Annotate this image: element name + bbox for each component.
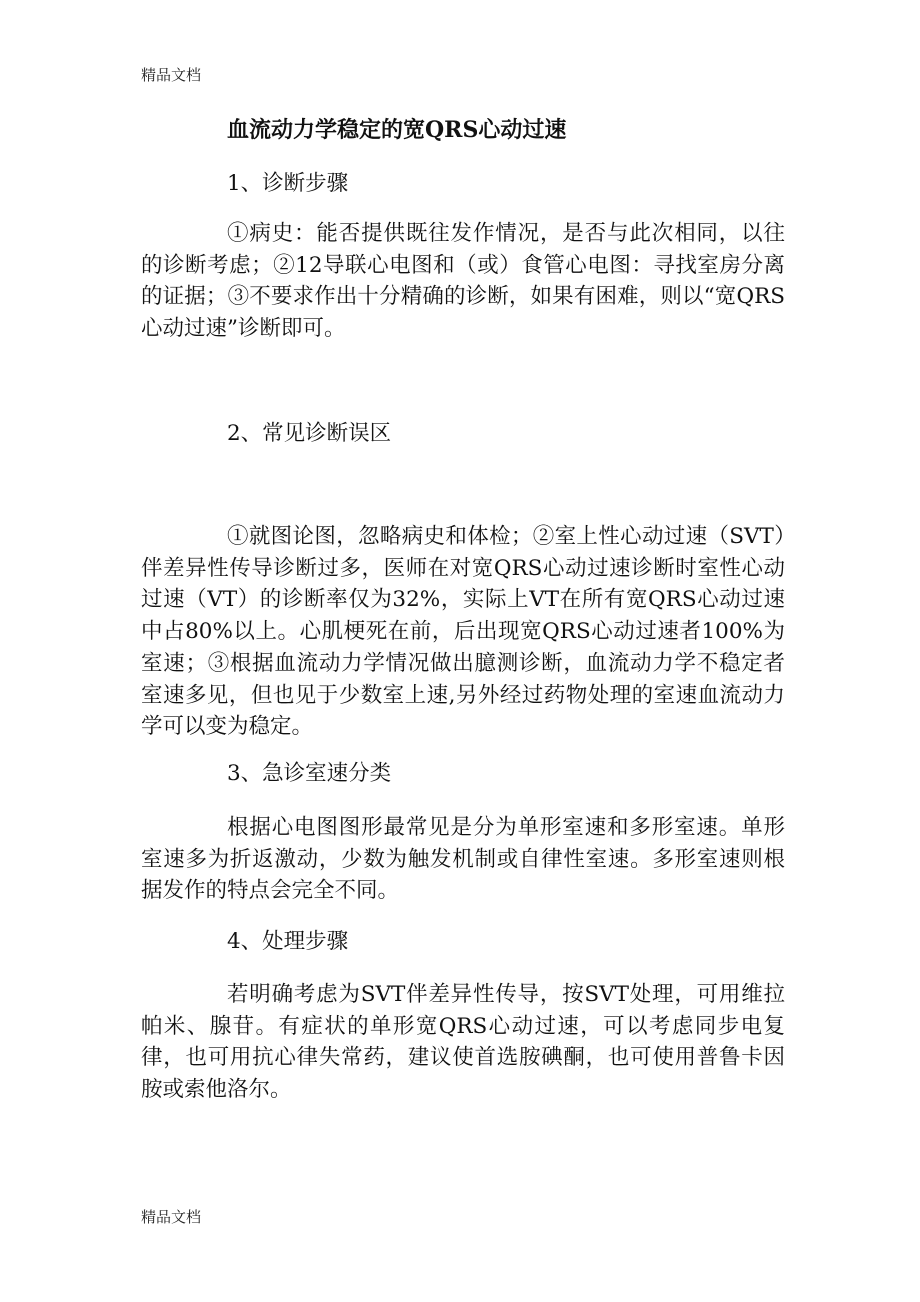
section-2-heading: 2、常见诊断误区 (227, 421, 392, 446)
section-3-paragraph: 根据心电图图形最常见是分为单形室速和多形室速。单形室速多为折返激动，少数为触发机制或自律性室速。多形室速则根据发作的特点会完全不同。 (141, 815, 785, 904)
section-1-heading: 1、诊断步骤 (227, 171, 349, 196)
section-4-heading: 4、处理步骤 (227, 929, 349, 954)
section-4-paragraph: 若明确考虑为SVT伴差异性传导，按SVT处理，可用维拉帕米、腺苷。有症状的单形宽QRS心动过速，可以考虑同步电复律，也可用抗心律失常药，建议使首选胺碘酮，也可使用普鲁卡因胺或索他洛尔。 (141, 982, 785, 1103)
section-3-heading: 3、急诊室速分类 (227, 761, 392, 786)
page-header-label: 精品文档 (141, 66, 202, 84)
section-2-paragraph: ①就图论图，忽略病史和体检；②室上性心动过速（SVT）伴差异性传导诊断过多，医师在对宽QRS心动过速诊断时室性心动过速（VT）的诊断率仅为32%，实际上VT在所有宽QRS心动过速中占80%以上。心肌梗死在前，后出现宽QRS心动过速者100%为室速；③根据血流动力学情况做出臆测诊断，血流动力学不稳定者室速多见，但也见于少数室上速,另外经过药物处理的室速血流动力学可以变为稳定。 (141, 524, 785, 740)
section-1-paragraph: ①病史：能否提供既往发作情况，是否与此次相同，以往的诊断考虑；②12导联心电图和（或）食管心电图：寻找室房分离的证据；③不要求作出十分精确的诊断，如果有困难，则以“宽QRS心动过速”诊断即可。 (141, 221, 785, 342)
page-footer-label: 精品文档 (141, 1208, 202, 1226)
document-title: 血流动力学稳定的宽QRS心动过速 (227, 117, 567, 143)
